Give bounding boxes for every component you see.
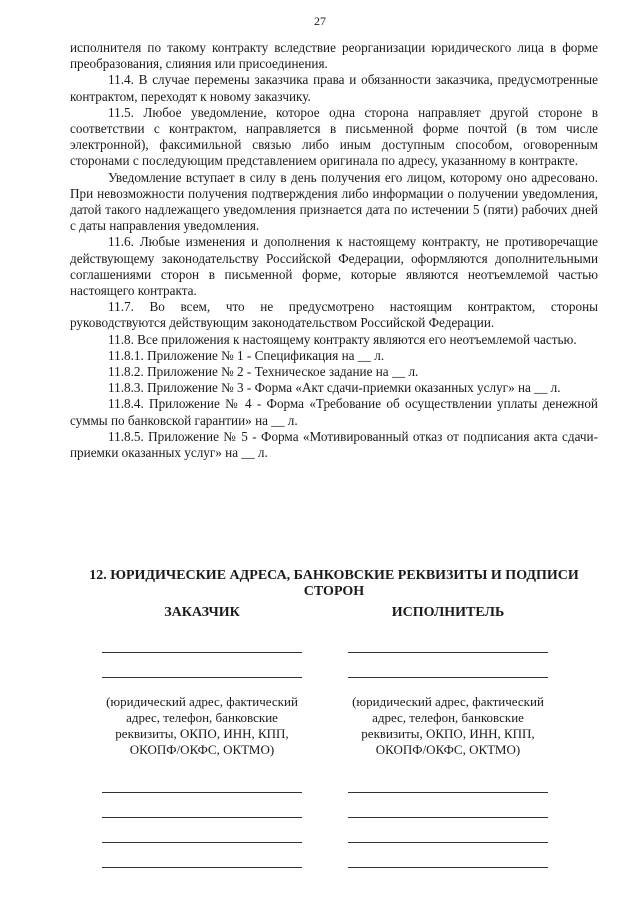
contractor-lines	[338, 768, 558, 868]
paragraph: Уведомление вступает в силу в день получения его лицом, которому оно адресовано. При невозможности получения подтверждения либо информации о получении уведомления, датой такого надлежащего уведомления признается дата по истечении 5 (пяти) рабочих дней с даты направления уведомления.	[70, 169, 598, 234]
signature-line	[348, 843, 548, 868]
signature-line	[102, 653, 302, 678]
customer-lines	[92, 768, 312, 868]
paragraph: 11.8.5. Приложение № 5 - Форма «Мотивированный отказ от подписания акта сдачи-приемки оказанных услуг» на __ л.	[70, 428, 598, 461]
paragraph: 11.8.4. Приложение № 4 - Форма «Требование об осуществлении уплаты денежной суммы по банковской гарантии» на __ л.	[70, 396, 598, 428]
paragraph: 11.8. Все приложения к настоящему контракту являются его неотъемлемой частью.	[108, 331, 577, 347]
paragraph: 11.8.2. Приложение № 2 - Техническое задание на __ л.	[108, 364, 419, 380]
customer-column	[92, 604, 312, 868]
signature-line	[348, 768, 548, 793]
contractor-column	[338, 604, 558, 868]
signature-line	[348, 653, 548, 678]
contract-body	[70, 40, 598, 461]
customer-header: ЗАКАЗЧИК	[164, 605, 240, 620]
contractor-header: ИСПОЛНИТЕЛЬ	[391, 605, 505, 620]
paragraph: 11.5. Любое уведомление, которое одна сторона направляет другой стороне в соответствии с контрактом, направляется в письменной форме почтой (в том числе электронной), факсимильной связью либо иным доступным способом, оговоренным сторонами с последующим представлением оригинала по адресу, указанному в контракте.	[70, 104, 598, 169]
signature-line	[102, 843, 302, 868]
signature-line	[102, 818, 302, 843]
customer-requisites: (юридический адрес, фактический адрес, телефон, банковские реквизиты, ОКПО, ИНН, КПП, ОКОПФ/ОКФС, ОКТМО)	[106, 694, 298, 757]
paragraph: 11.7. Во всем, что не предусмотрено настоящим контрактом, стороны руководствуются действующим законодательством Российской Федерации.	[70, 299, 598, 331]
section-title: 12. ЮРИДИЧЕСКИЕ АДРЕСА, БАНКОВСКИЕ РЕКВИЗИТЫ И ПОДПИСИ СТОРОН	[89, 568, 579, 599]
paragraph: 11.8.3. Приложение № 3 - Форма «Акт сдачи-приемки оказанных услуг» на __ л.	[108, 380, 561, 396]
signature-line	[102, 626, 302, 653]
page-number: 27	[314, 14, 326, 28]
signature-line	[348, 793, 548, 818]
signature-line	[102, 793, 302, 818]
contractor-requisites: (юридический адрес, фактический адрес, телефон, банковские реквизиты, ОКПО, ИНН, КПП, ОКОПФ/ОКФС, ОКТМО)	[352, 694, 544, 757]
signature-line	[348, 818, 548, 843]
paragraph: исполнителя по такому контракту вследствие реорганизации юридического лица в форме преобразования, слияния или присоединения.	[70, 40, 598, 72]
signature-line	[348, 626, 548, 653]
signature-line	[102, 768, 302, 793]
paragraph: 11.6. Любые изменения и дополнения к настоящему контракту, не противоречащие действующему законодательству Российской Федерации, оформляются дополнительными соглашениями сторон в письменной форме, которые являются неотъемлемой частью настоящего контракта.	[70, 234, 598, 299]
paragraph: 11.8.1. Приложение № 1 - Спецификация на __ л.	[108, 347, 385, 363]
paragraph: 11.4. В случае перемены заказчика права и обязанности заказчика, предусмотренные контрактом, переходят к новому заказчику.	[70, 72, 598, 104]
